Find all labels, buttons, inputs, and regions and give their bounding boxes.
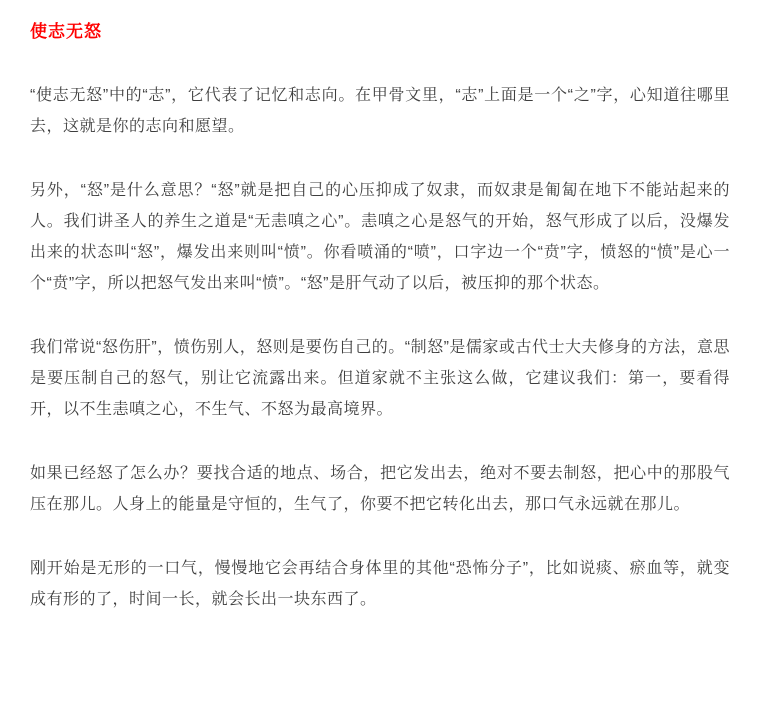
paragraph-3: 我们常说“怒伤肝”，愤伤别人，怒则是要伤自己的。“制怒”是儒家或古代士大夫修身的方法，意思是要压制自己的怒气，别让它流露出来。但道家就不主张这么做，它建议我们：第一，要看得开，以不生恚嗔之心，不生气、不怒为最高境界。 xyxy=(30,339,730,418)
article-title: 使志无怒 xyxy=(30,22,102,41)
paragraph-1: “使志无怒”中的“志”，它代表了记忆和志向。在甲骨文里，“志”上面是一个“之”字，心知道往哪里去，这就是你的志向和愿望。 xyxy=(30,87,730,135)
paragraph-4: 如果已经怒了怎么办？要找合适的地点、场合，把它发出去，绝对不要去制怒，把心中的那股气压在那儿。人身上的能量是守恒的，生气了，你要不把它转化出去，那口气永远就在那儿。 xyxy=(30,465,730,513)
article-body xyxy=(30,80,730,615)
paragraph-2: 另外，“怒”是什么意思？“怒”就是把自己的心压抑成了奴隶，而奴隶是匍匐在地下不能站起来的人。我们讲圣人的养生之道是“无恚嗔之心”。恚嗔之心是怒气的开始，怒气形成了以后，没爆发出来的状态叫“怒”，爆发出来则叫“愤”。你看喷涌的“喷”，口字边一个“贲”字，愤怒的“愤”是心一个“贲”字，所以把怒气发出来叫“愤”。“怒”是肝气动了以后，被压抑的那个状态。 xyxy=(30,182,730,292)
paragraph-5: 刚开始是无形的一口气，慢慢地它会再结合身体里的其他“恐怖分子”，比如说痰、瘀血等，就变成有形的了，时间一长，就会长出一块东西了。 xyxy=(30,560,730,608)
